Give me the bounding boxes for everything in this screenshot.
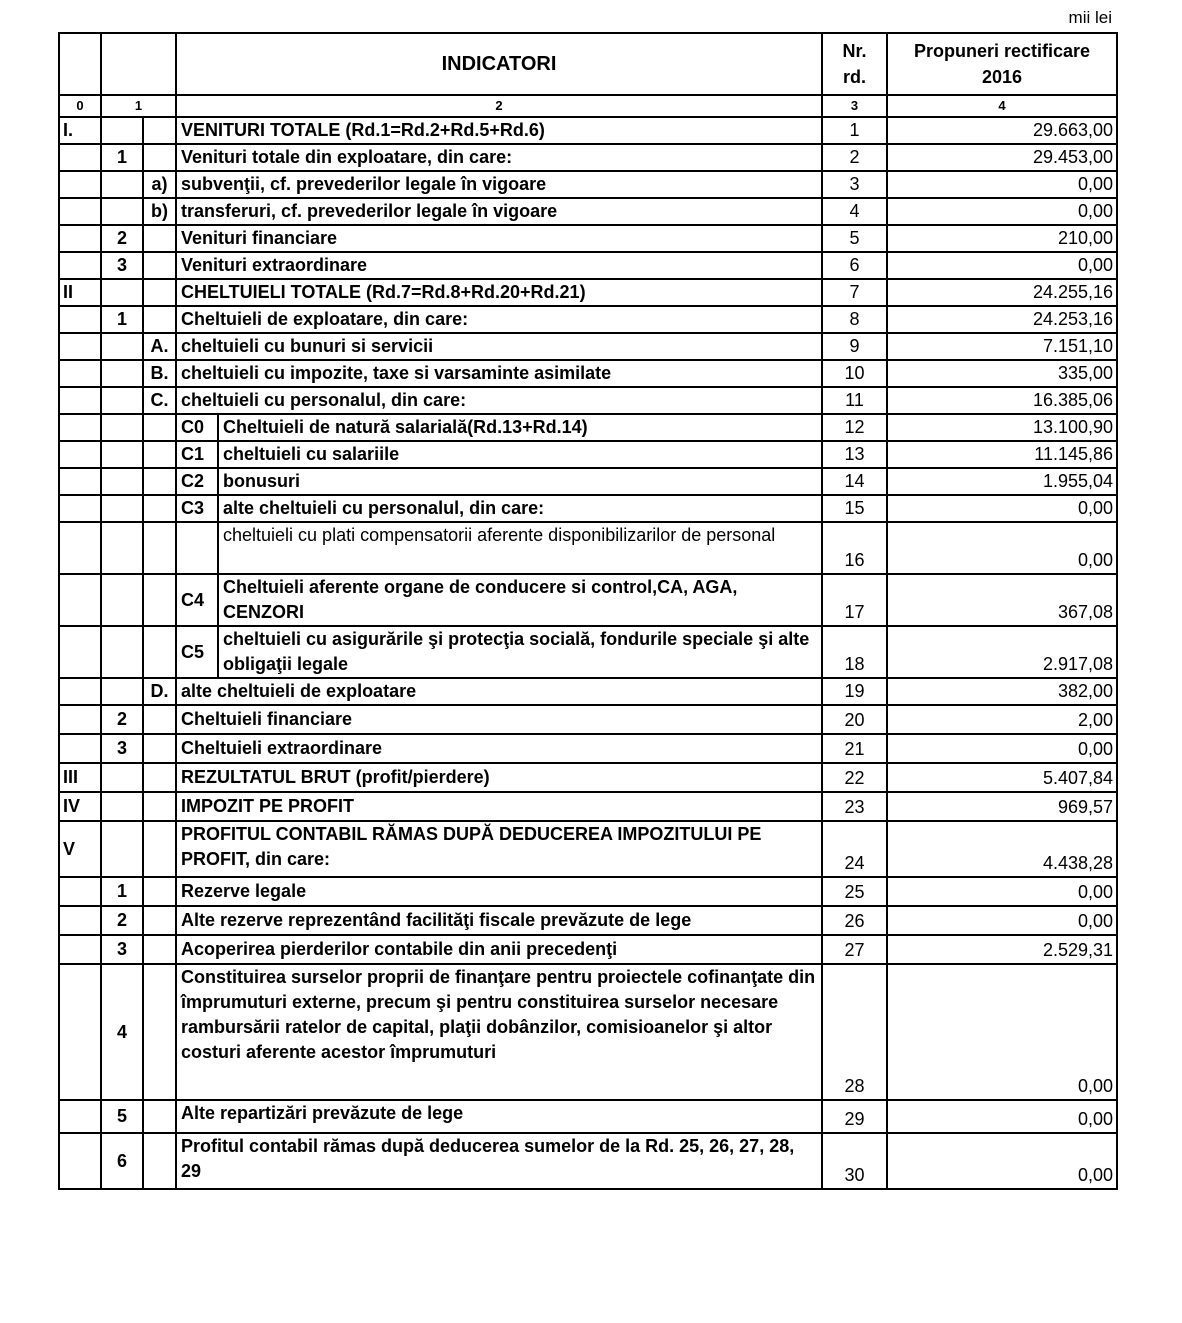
letter-index: b) xyxy=(143,198,176,225)
arabic-index xyxy=(101,792,143,821)
roman-index xyxy=(59,935,101,964)
table-row xyxy=(59,252,1117,279)
roman-index xyxy=(59,1100,101,1133)
letter-index xyxy=(143,626,176,678)
letter-index xyxy=(143,1133,176,1189)
row-number: 5 xyxy=(822,225,887,252)
indicator-text: Cheltuieli aferente organe de conducere si control,CA, AGA, CENZORI xyxy=(218,574,822,626)
row-number: 25 xyxy=(822,877,887,906)
indicator-text: Cheltuieli extraordinare xyxy=(176,734,822,763)
row-number: 27 xyxy=(822,935,887,964)
roman-index xyxy=(59,1133,101,1189)
table-row xyxy=(59,225,1117,252)
indicator-text: cheltuieli cu salariile xyxy=(218,441,822,468)
row-value: 7.151,10 xyxy=(887,333,1117,360)
indicator-text: cheltuieli cu bunuri si servicii xyxy=(176,333,822,360)
row-value: 1.955,04 xyxy=(887,468,1117,495)
row-value: 0,00 xyxy=(887,522,1117,574)
row-value: 367,08 xyxy=(887,574,1117,626)
row-value: 382,00 xyxy=(887,678,1117,705)
table-row xyxy=(59,935,1117,964)
table-row xyxy=(59,1133,1117,1189)
indicator-text: alte cheltuieli de exploatare xyxy=(176,678,822,705)
roman-index xyxy=(59,414,101,441)
roman-index xyxy=(59,252,101,279)
row-number: 6 xyxy=(822,252,887,279)
letter-index xyxy=(143,705,176,734)
header-col0 xyxy=(59,33,101,95)
indicator-text: cheltuieli cu plati compensatorii aferente disponibilizarilor de personal xyxy=(218,522,822,574)
arabic-index xyxy=(101,821,143,877)
table-row xyxy=(59,705,1117,734)
letter-index: a) xyxy=(143,171,176,198)
table-row xyxy=(59,906,1117,935)
arabic-index xyxy=(101,117,143,144)
arabic-index xyxy=(101,414,143,441)
table-row xyxy=(59,144,1117,171)
roman-index: I. xyxy=(59,117,101,144)
indicator-text: Rezerve legale xyxy=(176,877,822,906)
indicator-text: Venituri extraordinare xyxy=(176,252,822,279)
arabic-index: 5 xyxy=(101,1100,143,1133)
row-number: 8 xyxy=(822,306,887,333)
indicator-text: cheltuieli cu asigurările şi protecţia socială, fondurile speciale şi alte obligaţii legale xyxy=(218,626,822,678)
letter-index xyxy=(143,906,176,935)
roman-index xyxy=(59,387,101,414)
roman-index xyxy=(59,877,101,906)
row-value: 0,00 xyxy=(887,734,1117,763)
letter-index: A. xyxy=(143,333,176,360)
letter-index xyxy=(143,279,176,306)
indicator-text: PROFITUL CONTABIL RĂMAS DUPĂ DEDUCEREA IMPOZITULUI PE PROFIT, din care: xyxy=(176,821,822,877)
row-number: 28 xyxy=(822,964,887,1100)
arabic-index xyxy=(101,387,143,414)
indicator-text: cheltuieli cu personalul, din care: xyxy=(176,387,822,414)
roman-index xyxy=(59,225,101,252)
table-row xyxy=(59,171,1117,198)
indicator-text: bonusuri xyxy=(218,468,822,495)
letter-index xyxy=(143,877,176,906)
table-row xyxy=(59,360,1117,387)
row-value: 24.253,16 xyxy=(887,306,1117,333)
row-number: 22 xyxy=(822,763,887,792)
arabic-index: 6 xyxy=(101,1133,143,1189)
index-3: 3 xyxy=(822,95,887,117)
table-row xyxy=(59,414,1117,441)
letter-index xyxy=(143,1100,176,1133)
row-number: 2 xyxy=(822,144,887,171)
arabic-index xyxy=(101,279,143,306)
table-row xyxy=(59,468,1117,495)
letter-index: D. xyxy=(143,678,176,705)
indicator-text: Cheltuieli de exploatare, din care: xyxy=(176,306,822,333)
sub-code xyxy=(176,522,218,574)
table-row xyxy=(59,964,1117,1100)
letter-index: B. xyxy=(143,360,176,387)
row-value: 11.145,86 xyxy=(887,441,1117,468)
row-value: 2,00 xyxy=(887,705,1117,734)
arabic-index: 3 xyxy=(101,935,143,964)
row-number: 17 xyxy=(822,574,887,626)
letter-index xyxy=(143,495,176,522)
arabic-index: 1 xyxy=(101,144,143,171)
letter-index xyxy=(143,574,176,626)
row-number: 10 xyxy=(822,360,887,387)
row-value: 0,00 xyxy=(887,906,1117,935)
arabic-index xyxy=(101,171,143,198)
letter-index xyxy=(143,468,176,495)
index-2: 2 xyxy=(176,95,822,117)
arabic-index xyxy=(101,522,143,574)
indicator-text: Alte rezerve reprezentând facilităţi fiscale prevăzute de lege xyxy=(176,906,822,935)
row-number: 3 xyxy=(822,171,887,198)
indicator-text: Profitul contabil rămas după deducerea sumelor de la Rd. 25, 26, 27, 28, 29 xyxy=(176,1133,822,1189)
arabic-index: 3 xyxy=(101,252,143,279)
budget-table xyxy=(58,32,1118,1190)
arabic-index xyxy=(101,468,143,495)
indicator-text: CHELTUIELI TOTALE (Rd.7=Rd.8+Rd.20+Rd.21) xyxy=(176,279,822,306)
sub-code: C4 xyxy=(176,574,218,626)
roman-index xyxy=(59,522,101,574)
row-value: 29.663,00 xyxy=(887,117,1117,144)
row-number: 26 xyxy=(822,906,887,935)
letter-index xyxy=(143,964,176,1100)
indicator-text: Cheltuieli financiare xyxy=(176,705,822,734)
indicator-text: alte cheltuieli cu personalul, din care: xyxy=(218,495,822,522)
indicator-text: subvenţii, cf. prevederilor legale în vigoare xyxy=(176,171,822,198)
roman-index xyxy=(59,144,101,171)
arabic-index xyxy=(101,626,143,678)
row-number: 1 xyxy=(822,117,887,144)
arabic-index xyxy=(101,763,143,792)
roman-index xyxy=(59,906,101,935)
table-row xyxy=(59,495,1117,522)
row-value: 0,00 xyxy=(887,1100,1117,1133)
arabic-index: 4 xyxy=(101,964,143,1100)
arabic-index: 2 xyxy=(101,906,143,935)
roman-index: II xyxy=(59,279,101,306)
header-year: 2016 xyxy=(981,67,1023,87)
row-value: 335,00 xyxy=(887,360,1117,387)
indicator-text: Alte repartizări prevăzute de lege xyxy=(176,1100,822,1133)
roman-index: III xyxy=(59,763,101,792)
table-row xyxy=(59,626,1117,678)
table-row xyxy=(59,333,1117,360)
row-number: 14 xyxy=(822,468,887,495)
roman-index xyxy=(59,626,101,678)
header-row xyxy=(59,33,1117,95)
sub-code: C5 xyxy=(176,626,218,678)
indicator-text: Acoperirea pierderilor contabile din anii precedenţi xyxy=(176,935,822,964)
roman-index xyxy=(59,964,101,1100)
row-number: 19 xyxy=(822,678,887,705)
table-row xyxy=(59,306,1117,333)
header-indicatori: INDICATORI xyxy=(176,33,822,95)
indicator-text: Constituirea surselor proprii de finanţare pentru proiectele cofinanţate din împrumuturi externe, precum şi pentru constituirea surselor necesare rambursării ratelor de capital, plaţii dobânzilor, comisioanelor şi altor costuri aferente acestor împrumuturi xyxy=(176,964,822,1100)
row-number: 9 xyxy=(822,333,887,360)
header-propuneri-label: Propuneri rectificare xyxy=(913,41,1091,61)
arabic-index xyxy=(101,360,143,387)
roman-index xyxy=(59,574,101,626)
table-row xyxy=(59,441,1117,468)
arabic-index: 2 xyxy=(101,225,143,252)
sub-code: C1 xyxy=(176,441,218,468)
arabic-index: 3 xyxy=(101,734,143,763)
indicator-text: Venituri financiare xyxy=(176,225,822,252)
roman-index xyxy=(59,678,101,705)
letter-index xyxy=(143,414,176,441)
row-number: 18 xyxy=(822,626,887,678)
arabic-index xyxy=(101,678,143,705)
table-row xyxy=(59,763,1117,792)
roman-index xyxy=(59,705,101,734)
row-value: 0,00 xyxy=(887,964,1117,1100)
row-number: 11 xyxy=(822,387,887,414)
table-row xyxy=(59,574,1117,626)
row-number: 7 xyxy=(822,279,887,306)
table-row xyxy=(59,117,1117,144)
table-row xyxy=(59,279,1117,306)
table-row xyxy=(59,387,1117,414)
row-number: 15 xyxy=(822,495,887,522)
row-number: 30 xyxy=(822,1133,887,1189)
row-value: 210,00 xyxy=(887,225,1117,252)
row-number: 24 xyxy=(822,821,887,877)
index-row xyxy=(59,95,1117,117)
row-value: 0,00 xyxy=(887,495,1117,522)
row-value: 2.529,31 xyxy=(887,935,1117,964)
sub-code: C2 xyxy=(176,468,218,495)
row-value: 969,57 xyxy=(887,792,1117,821)
letter-index: C. xyxy=(143,387,176,414)
table-row xyxy=(59,821,1117,877)
sub-code: C3 xyxy=(176,495,218,522)
row-number: 21 xyxy=(822,734,887,763)
row-value: 0,00 xyxy=(887,1133,1117,1189)
arabic-index: 2 xyxy=(101,705,143,734)
letter-index xyxy=(143,225,176,252)
arabic-index xyxy=(101,441,143,468)
roman-index xyxy=(59,468,101,495)
letter-index xyxy=(143,935,176,964)
row-value: 24.255,16 xyxy=(887,279,1117,306)
arabic-index xyxy=(101,574,143,626)
row-value: 13.100,90 xyxy=(887,414,1117,441)
header-nr-label: Nr. xyxy=(842,41,867,61)
table-row xyxy=(59,1100,1117,1133)
header-col1 xyxy=(101,33,176,95)
arabic-index xyxy=(101,495,143,522)
header-rd-label: rd. xyxy=(843,67,867,87)
roman-index: V xyxy=(59,821,101,877)
letter-index xyxy=(143,763,176,792)
table-row xyxy=(59,792,1117,821)
letter-index xyxy=(143,821,176,877)
roman-index xyxy=(59,441,101,468)
roman-index xyxy=(59,171,101,198)
indicator-text: Cheltuieli de natură salarială(Rd.13+Rd.14) xyxy=(218,414,822,441)
row-number: 4 xyxy=(822,198,887,225)
unit-label: mii lei xyxy=(1068,8,1112,27)
row-number: 20 xyxy=(822,705,887,734)
row-value: 0,00 xyxy=(887,877,1117,906)
letter-index xyxy=(143,522,176,574)
index-4: 4 xyxy=(887,95,1117,117)
table-row xyxy=(59,678,1117,705)
sub-code: C0 xyxy=(176,414,218,441)
row-value: 0,00 xyxy=(887,171,1117,198)
roman-index xyxy=(59,360,101,387)
arabic-index: 1 xyxy=(101,877,143,906)
row-number: 13 xyxy=(822,441,887,468)
table-row xyxy=(59,877,1117,906)
indicator-text: REZULTATUL BRUT (profit/pierdere) xyxy=(176,763,822,792)
letter-index xyxy=(143,734,176,763)
row-value: 0,00 xyxy=(887,252,1117,279)
arabic-index xyxy=(101,333,143,360)
index-0: 0 xyxy=(59,95,101,117)
indicator-text: cheltuieli cu impozite, taxe si varsaminte asimilate xyxy=(176,360,822,387)
arabic-index: 1 xyxy=(101,306,143,333)
letter-index xyxy=(143,792,176,821)
row-value: 29.453,00 xyxy=(887,144,1117,171)
letter-index xyxy=(143,306,176,333)
roman-index xyxy=(59,495,101,522)
table-row xyxy=(59,522,1117,574)
table-row xyxy=(59,198,1117,225)
row-number: 16 xyxy=(822,522,887,574)
letter-index xyxy=(143,117,176,144)
letter-index xyxy=(143,441,176,468)
header-propuneri xyxy=(887,33,1117,95)
indicator-text: IMPOZIT PE PROFIT xyxy=(176,792,822,821)
roman-index xyxy=(59,198,101,225)
row-value: 4.438,28 xyxy=(887,821,1117,877)
indicator-text: VENITURI TOTALE (Rd.1=Rd.2+Rd.5+Rd.6) xyxy=(176,117,822,144)
row-number: 29 xyxy=(822,1100,887,1133)
row-value: 16.385,06 xyxy=(887,387,1117,414)
header-nr-rd xyxy=(822,33,887,95)
row-value: 5.407,84 xyxy=(887,763,1117,792)
row-value: 2.917,08 xyxy=(887,626,1117,678)
roman-index: IV xyxy=(59,792,101,821)
roman-index xyxy=(59,734,101,763)
roman-index xyxy=(59,306,101,333)
row-value: 0,00 xyxy=(887,198,1117,225)
roman-index xyxy=(59,333,101,360)
row-number: 12 xyxy=(822,414,887,441)
letter-index xyxy=(143,252,176,279)
indicator-text: Venituri totale din exploatare, din care: xyxy=(176,144,822,171)
indicator-text: transferuri, cf. prevederilor legale în vigoare xyxy=(176,198,822,225)
row-number: 23 xyxy=(822,792,887,821)
letter-index xyxy=(143,144,176,171)
table-row xyxy=(59,734,1117,763)
index-1: 1 xyxy=(101,95,176,117)
arabic-index xyxy=(101,198,143,225)
